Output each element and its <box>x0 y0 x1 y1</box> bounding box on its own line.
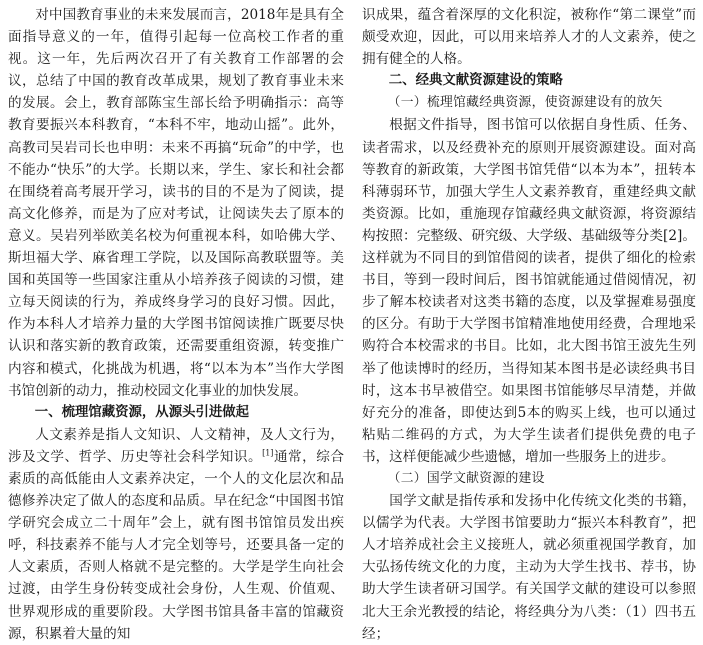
right-column <box>362 4 696 645</box>
paragraph-humanities <box>8 424 344 645</box>
paragraph-continuation: 识成果，蕴含着深厚的文化积淀，被称作“第二课堂”而颇受欢迎，因此，可以用来培养人才的人文素养，使之拥有健全的人格。 <box>362 7 696 68</box>
section-heading-2: 二、经典文献资源建设的策略 <box>388 73 563 89</box>
paragraph-text: 对中国教育事业的未来发展而言，2018年是具有全面指导意义的一年，值得引起每一位高校工作者的重视。这一年，先后两次召开了有关教育工作部署的会议，总结了中国的教育改革成果，规划了教育事业未来的发展。会上，教育部陈宝生部长给予明确指示：高等教育要振兴本科教育，“本科不牢，地动山摇”。此外，高教司吴岩司长也申明：未来不再搞“玩命”的中学，也不能办“快乐”的大学。长期以来，学生、家长和社会都在围绕着高考展开学习，读书的目的不是为了阅读，提高文化修养，而是为了应对考试，让阅读失去了原本的意义。吴岩列举欧美名校为何重视本科，如哈佛大学、斯坦福大学、麻省理工学院，以及国际高教联盟等。美国和英国等一些国家注重从小培养孩子阅读的习惯，建立每天阅读的行为，养成终身学习的良好习惯。因此，作为本科人才培养力量的大学图书馆阅读推广既要尽快认识和落实新的教育政策，还需要重组资源，转变推广内容和模式，化挑战为机遇，将“以本为本”当作大学图书馆创新的动力，推动校园文化事业的加快发展。 <box>8 7 344 399</box>
paragraph-text: 人文素养是指人文知识、人文精神，及人文行为，涉及文学、哲学、历史等社会科学知识。 <box>8 426 344 465</box>
paragraph-text: 通常，综合素质的高低能由人文素养决定，一个人的文化层次和品德修养决定了做人的态度和品质。早在纪念“中国图书馆学研究会成立二十周年”会上，就有图书馆馆员发出疾呼，科技素养不能与人才完全划等号，还要具备一定的人文素质，否则人格就不是完整的。大学是学生向社会过渡，由学生身份转变成社会身份，人生观、价值观、世界观形成的重要阶段。大学图书馆具备丰富的馆藏资源，积累着大量的知 <box>8 448 344 642</box>
subsection-heading-2: （二）国学文献资源的建设 <box>387 470 545 486</box>
paragraph-education-reform <box>8 4 344 402</box>
citation-ref: [1] <box>262 448 274 458</box>
subsection-heading-1: （一）梳理馆藏经典资源，使资源建设有的放矢 <box>387 95 663 111</box>
paragraph-collection: 根据文件指导，图书馆可以依据自身性质、任务、读者需求，以及经费补充的原则开展资源建设。面对高等教育的新政策，大学图书馆凭借“以本为本”，扭转本科薄弱环节，加强大学生人文素养教育，重建经典文献类资源。比如，重施现存馆藏经典文献资源，将资源结构按照：完整级、研究级、大学级、基础级等分类[2]。这样就为不同目的到馆借阅的读者，提供了细化的检索书目，等到一段时间后，图书馆就能通过借阅情况，初步了解本校读者对这类书籍的态度，以及掌握难易强度的区分。有助于大学图书馆精准地使用经费，合理地采购符合本校需求的书目。比如，北大图书馆王波先生列举了他读博时的经历，当得知某本图书是必读经典书目时，这本书早被借空。如果图书馆能够尽早清楚，并做好充分的准备，即使达到5本的购买上线，也可以通过粘贴二维码的方式，为大学生读者们提供免费的电子书，这样便能减少些遗憾，增加一些服务上的进步。 <box>362 117 696 465</box>
section-heading-1: 一、梳理馆藏资源，从源头引进做起 <box>34 404 250 420</box>
left-column <box>8 4 344 645</box>
paragraph-classics: 国学文献是指传承和发扬中化传统文化类的书籍，以儒学为代表。大学图书馆要助力“振兴本科教育”，把人才培养成社会主义接班人，就必须重视国学教育，加大弘扬传统文化的力度，主动为大学生找书、荐书，协助大学生读者研习国学。有关国学文献的建设可以参照北大王余光教授的结论，将经典分为八类：（1）四书五经； <box>362 493 696 642</box>
